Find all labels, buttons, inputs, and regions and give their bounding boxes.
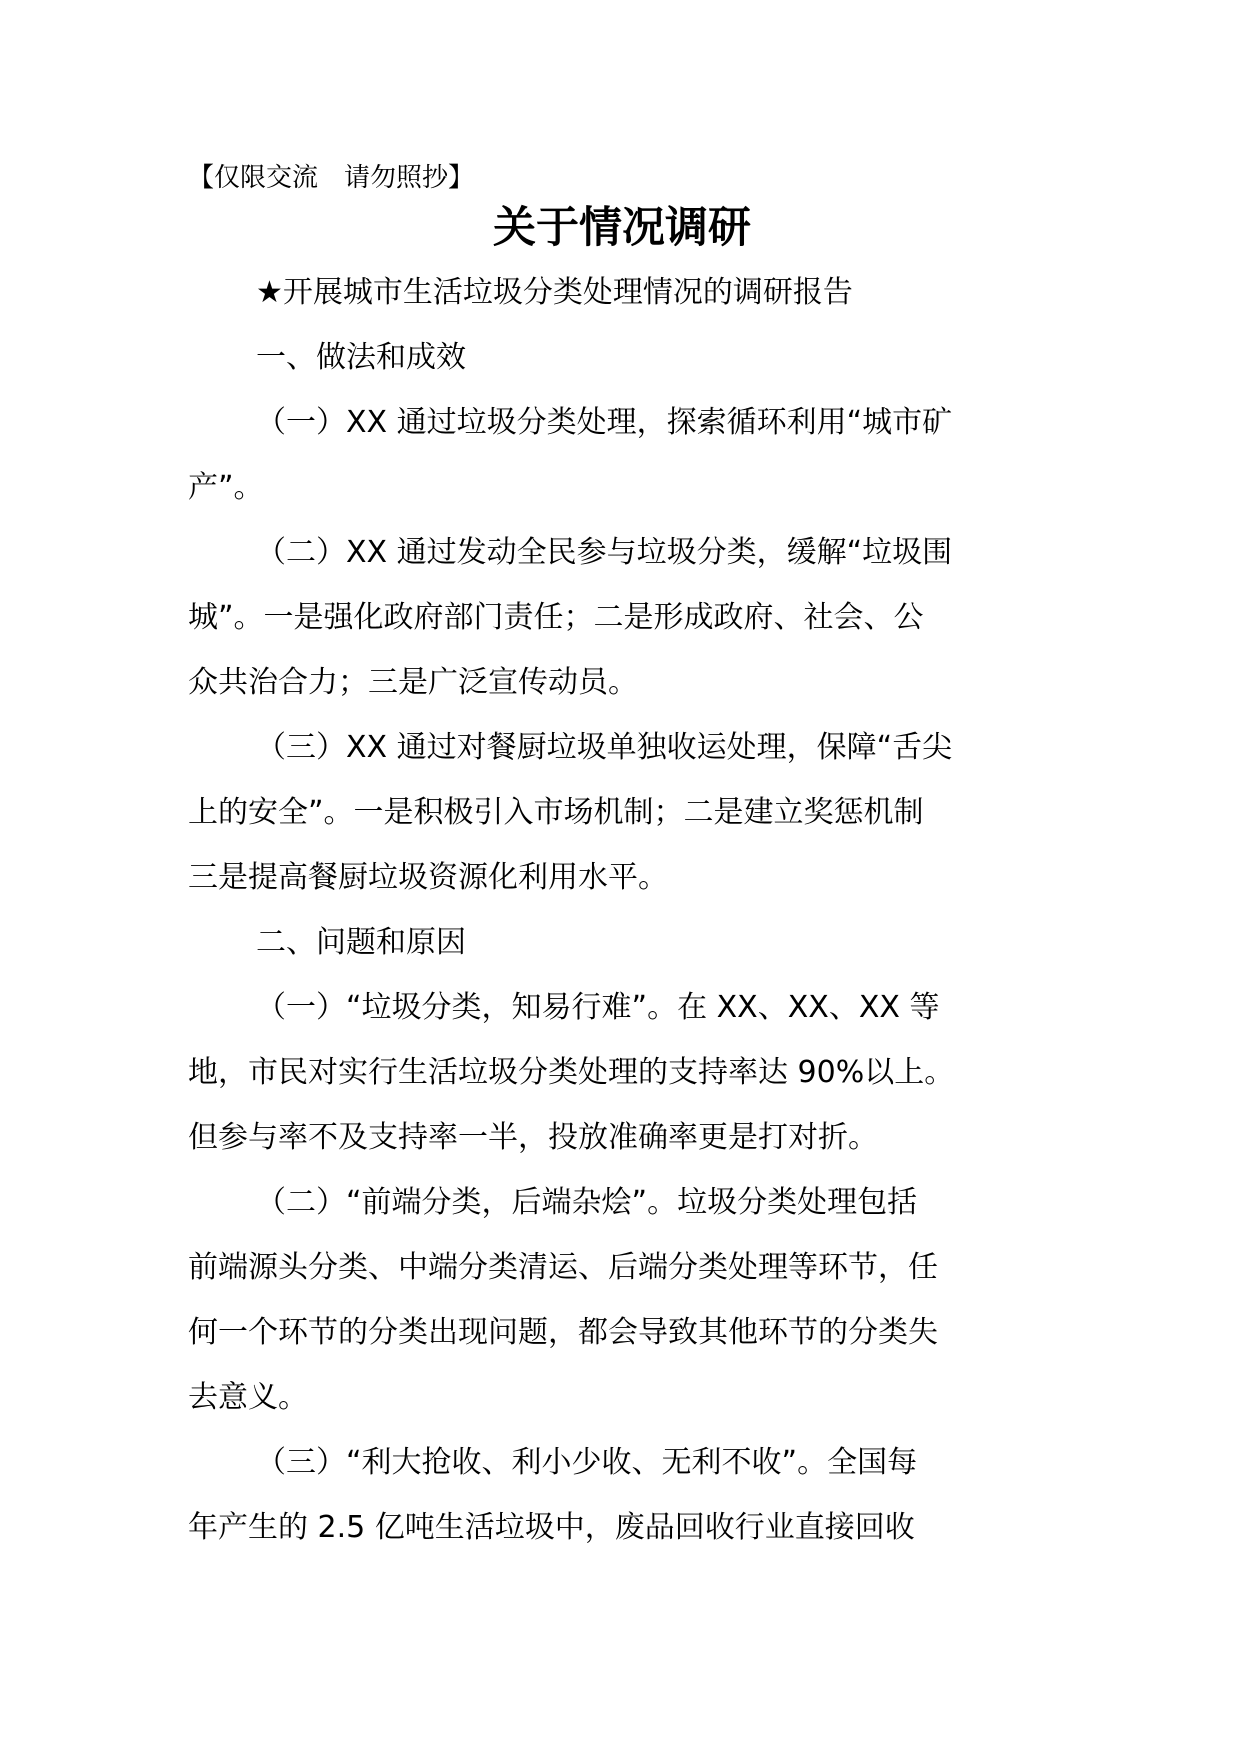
paragraph-line: （二）“前端分类，后端杂烩”。垃圾分类处理包括 <box>256 1185 918 1220</box>
paragraph-2 <box>188 520 1056 715</box>
paragraph-1 <box>188 390 1056 520</box>
paragraph-line: 前端源头分类、中端分类清运、后端分类处理等环节，任 <box>188 1250 938 1285</box>
paragraph-line: 众共治合力；三是广泛宣传动员。 <box>188 665 638 700</box>
paragraph-line: 上的安全”。一是积极引入市场机制；二是建立奖惩机制 <box>188 795 924 830</box>
paragraph-line: （一）“垃圾分类，知易行难”。在 XX、XX、XX 等 <box>256 990 940 1025</box>
paragraph-line: 三是提高餐厨垃圾资源化利用水平。 <box>188 860 668 895</box>
paragraph-line: （三）“利大抢收、利小少收、无利不收”。全国每 <box>256 1445 918 1480</box>
paragraph-line: 城”。一是强化政府部门责任；二是形成政府、社会、公 <box>188 600 924 635</box>
paragraph-line: 但参与率不及支持率一半，投放准确率更是打对折。 <box>188 1120 878 1155</box>
disclaimer-note: 【仅限交流 请勿照抄】 <box>188 163 475 193</box>
paragraph-line: 年产生的 2.5 亿吨生活垃圾中，废品回收行业直接回收 <box>188 1510 915 1545</box>
paragraph-4 <box>188 975 1056 1170</box>
report-subtitle: ★开展城市生活垃圾分类处理情况的调研报告 <box>256 275 853 310</box>
section-heading-2: 二、问题和原因 <box>256 925 466 960</box>
paragraph-line: 产”。 <box>188 470 264 505</box>
paragraph-line: （一）XX 通过垃圾分类处理，探索循环利用“城市矿 <box>256 405 953 440</box>
paragraph-line: 何一个环节的分类出现问题，都会导致其他环节的分类失 <box>188 1315 938 1350</box>
paragraph-5 <box>188 1170 1056 1430</box>
paragraph-line: 去意义。 <box>188 1380 308 1415</box>
paragraph-line: 地，市民对实行生活垃圾分类处理的支持率达 90%以上。 <box>188 1055 955 1090</box>
paragraph-line: （二）XX 通过发动全民参与垃圾分类，缓解“垃圾围 <box>256 535 953 570</box>
paragraph-6 <box>188 1430 1056 1560</box>
document-title: 关于情况调研 <box>493 203 751 253</box>
paragraph-line: （三）XX 通过对餐厨垃圾单独收运处理，保障“舌尖 <box>256 730 953 765</box>
section-heading-1: 一、做法和成效 <box>256 340 466 375</box>
document-page <box>188 158 1056 1560</box>
paragraph-3 <box>188 715 1056 910</box>
